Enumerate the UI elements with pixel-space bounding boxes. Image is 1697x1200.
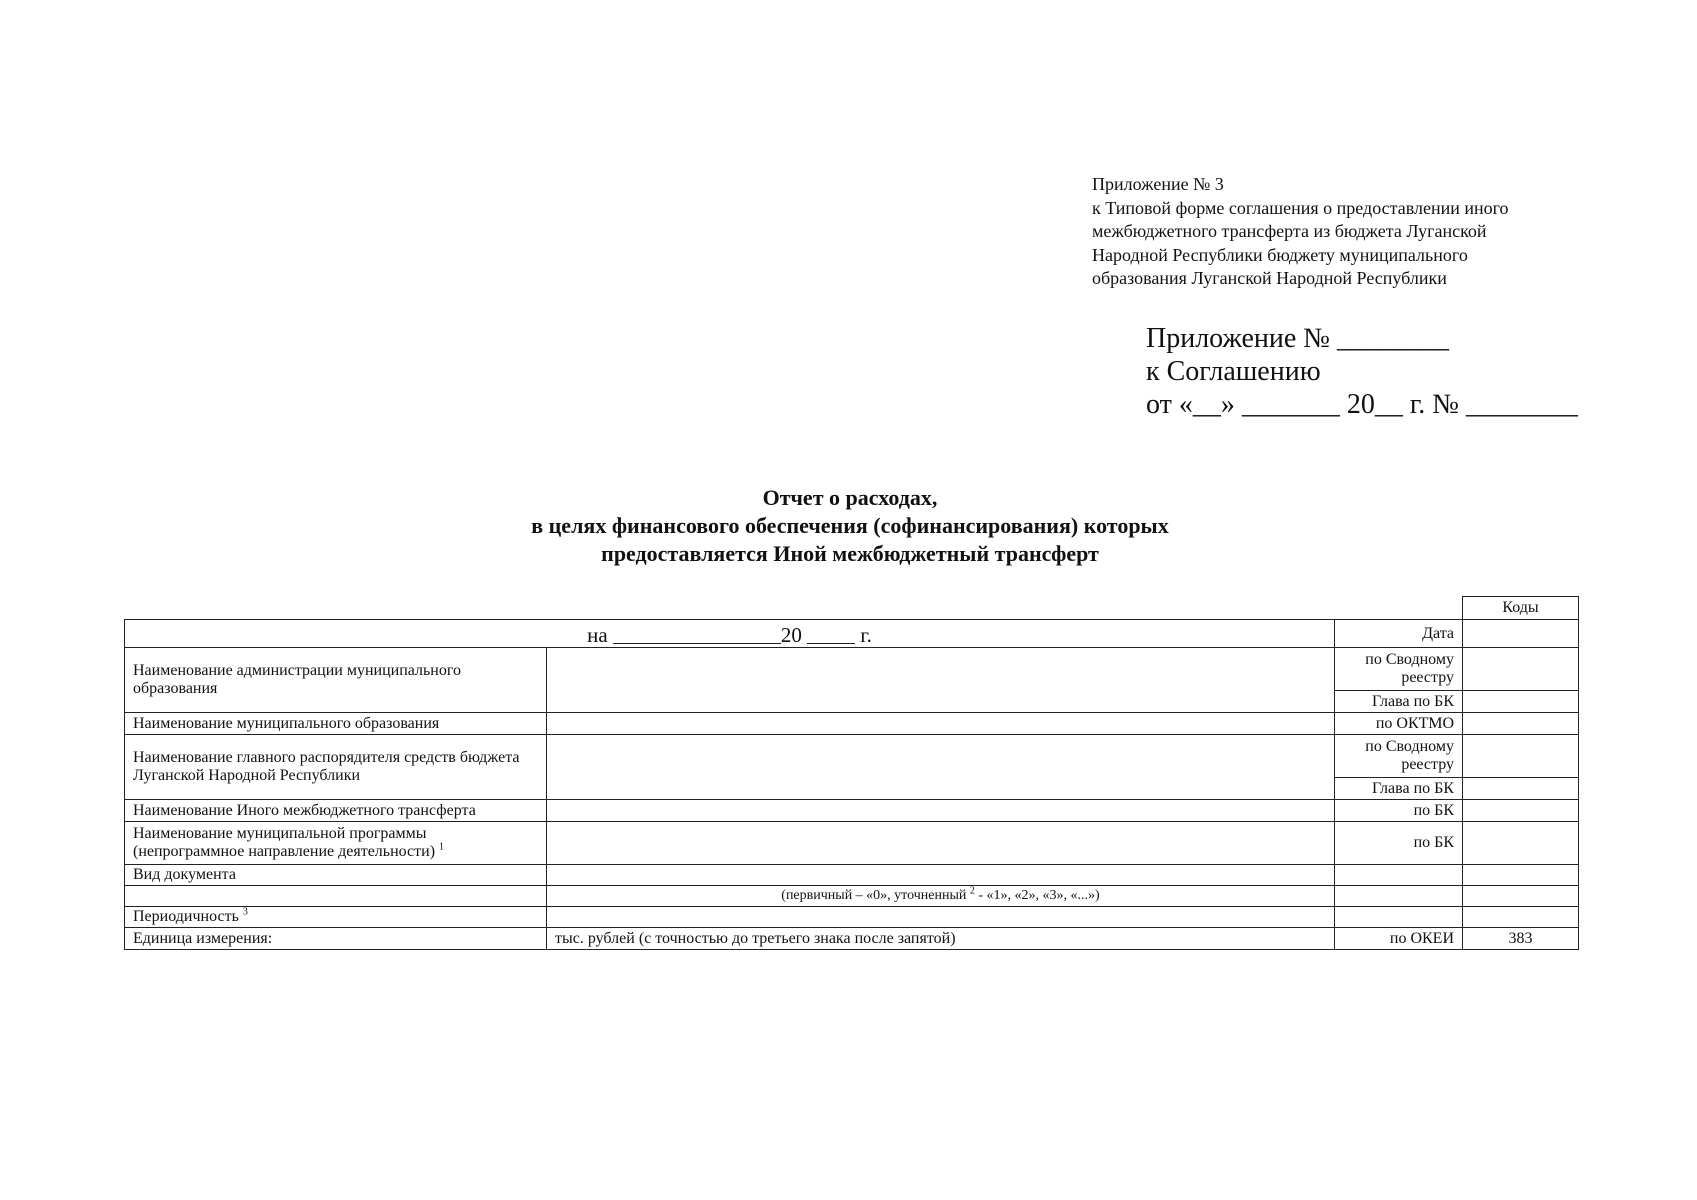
- report-title-line: предоставляется Иной межбюджетный трансферт: [601, 541, 1099, 566]
- blank-cell: [1335, 865, 1463, 886]
- annex-header: [1092, 173, 1509, 291]
- glava-bk-code[interactable]: [1463, 691, 1579, 713]
- footnote-2: 2: [969, 885, 975, 897]
- date-prefix: на: [587, 623, 608, 647]
- po-bk-label: по БК: [1335, 800, 1463, 822]
- oktmo-code[interactable]: [1463, 713, 1579, 735]
- blank-cell: [1463, 907, 1579, 928]
- blank-cell: [125, 886, 547, 907]
- doc-type-hint-pre: (первичный – «0», уточненный: [781, 888, 967, 903]
- svod-reestr-label: по Сводному реестру: [1335, 648, 1463, 691]
- po-bk-label-2: по БК: [1335, 822, 1463, 865]
- blank-cell: [1335, 886, 1463, 907]
- svod-reestr-code-2[interactable]: [1463, 735, 1579, 778]
- main-manager-label: Наименование главного распорядителя средств бюджета Луганской Народной Республики: [125, 735, 547, 800]
- date-code-cell[interactable]: [1463, 620, 1579, 648]
- transfer-name-value[interactable]: [547, 800, 1335, 822]
- municipality-name-label: Наименование муниципального образования: [125, 713, 547, 735]
- agreement-label: к Соглашению: [1146, 356, 1321, 387]
- date-year-blank[interactable]: [807, 623, 855, 644]
- doc-type-hint-post: - «1», «2», «3», «...»): [974, 888, 1100, 903]
- transfer-name-label: Наименование Иного межбюджетного трансферта: [125, 800, 547, 822]
- date-day-month-blank[interactable]: [613, 623, 781, 644]
- unit-label: Единица измерения:: [125, 928, 547, 950]
- main-manager-value[interactable]: [547, 735, 1335, 800]
- annex-line: к Типовой форме соглашения о предоставлении иного: [1092, 197, 1509, 218]
- date-suffix: г.: [860, 623, 872, 647]
- admin-name-value[interactable]: [547, 648, 1335, 713]
- admin-name-label: Наименование администрации муниципального образования: [125, 648, 547, 713]
- municipality-name-value[interactable]: [547, 713, 1335, 735]
- blank-cell: [1335, 597, 1463, 620]
- doc-type-hint: [547, 886, 1335, 907]
- report-title-line: Отчет о расходах,: [762, 485, 938, 510]
- report-form-table: [124, 596, 1579, 950]
- doc-type-label: Вид документа: [125, 865, 547, 886]
- po-bk-code[interactable]: [1463, 800, 1579, 822]
- blank-cell: [1463, 886, 1579, 907]
- annex-line: межбюджетного трансферта из бюджета Луганской: [1092, 221, 1487, 241]
- program-label-line2: (непрограммное направление деятельности): [133, 843, 436, 860]
- oktmo-label: по ОКТМО: [1335, 713, 1463, 735]
- footnote-3: 3: [242, 906, 248, 918]
- program-value[interactable]: [547, 822, 1335, 865]
- annex-line: Народной Республики бюджету муниципального: [1092, 244, 1468, 265]
- program-label-line1: Наименование муниципальной программы: [133, 825, 427, 842]
- program-label: [125, 822, 547, 865]
- date-year-prefix: 20: [780, 623, 802, 647]
- blank-cell: [547, 597, 1335, 620]
- report-title: [360, 484, 1340, 568]
- okei-label: по ОКЕИ: [1335, 928, 1463, 950]
- svod-reestr-code[interactable]: [1463, 648, 1579, 691]
- report-title-line: в целях финансового обеспечения (софинансирования) которых: [531, 513, 1169, 538]
- periodicity-text: Периодичность: [133, 908, 239, 925]
- annex-line: образования Луганской Народной Республики: [1092, 268, 1447, 288]
- annex-line: Приложение № 3: [1092, 174, 1224, 194]
- periodicity-value[interactable]: [547, 907, 1335, 928]
- periodicity-label: [125, 907, 547, 928]
- glava-bk-code-2[interactable]: [1463, 778, 1579, 800]
- glava-bk-label: Глава по БК: [1335, 691, 1463, 713]
- doc-type-value[interactable]: [547, 865, 1335, 886]
- blank-cell: [125, 597, 547, 620]
- po-bk-code-2[interactable]: [1463, 822, 1579, 865]
- unit-value: тыс. рублей (с точностью до третьего знака после запятой): [547, 928, 1335, 950]
- codes-header: Коды: [1463, 597, 1579, 620]
- agreement-annex-number: Приложение № ________: [1146, 323, 1449, 354]
- agreement-block: [1146, 322, 1578, 421]
- svod-reestr-label-2: по Сводному реестру: [1335, 735, 1463, 778]
- blank-cell: [1463, 865, 1579, 886]
- agreement-date-number: от «__» _______ 20__ г. № ________: [1146, 389, 1578, 420]
- date-code-label: Дата: [1335, 620, 1463, 648]
- blank-cell: [1335, 907, 1463, 928]
- glava-bk-label-2: Глава по БК: [1335, 778, 1463, 800]
- okei-code: 383: [1463, 928, 1579, 950]
- footnote-1: 1: [439, 841, 445, 853]
- report-date-row: [125, 620, 1335, 648]
